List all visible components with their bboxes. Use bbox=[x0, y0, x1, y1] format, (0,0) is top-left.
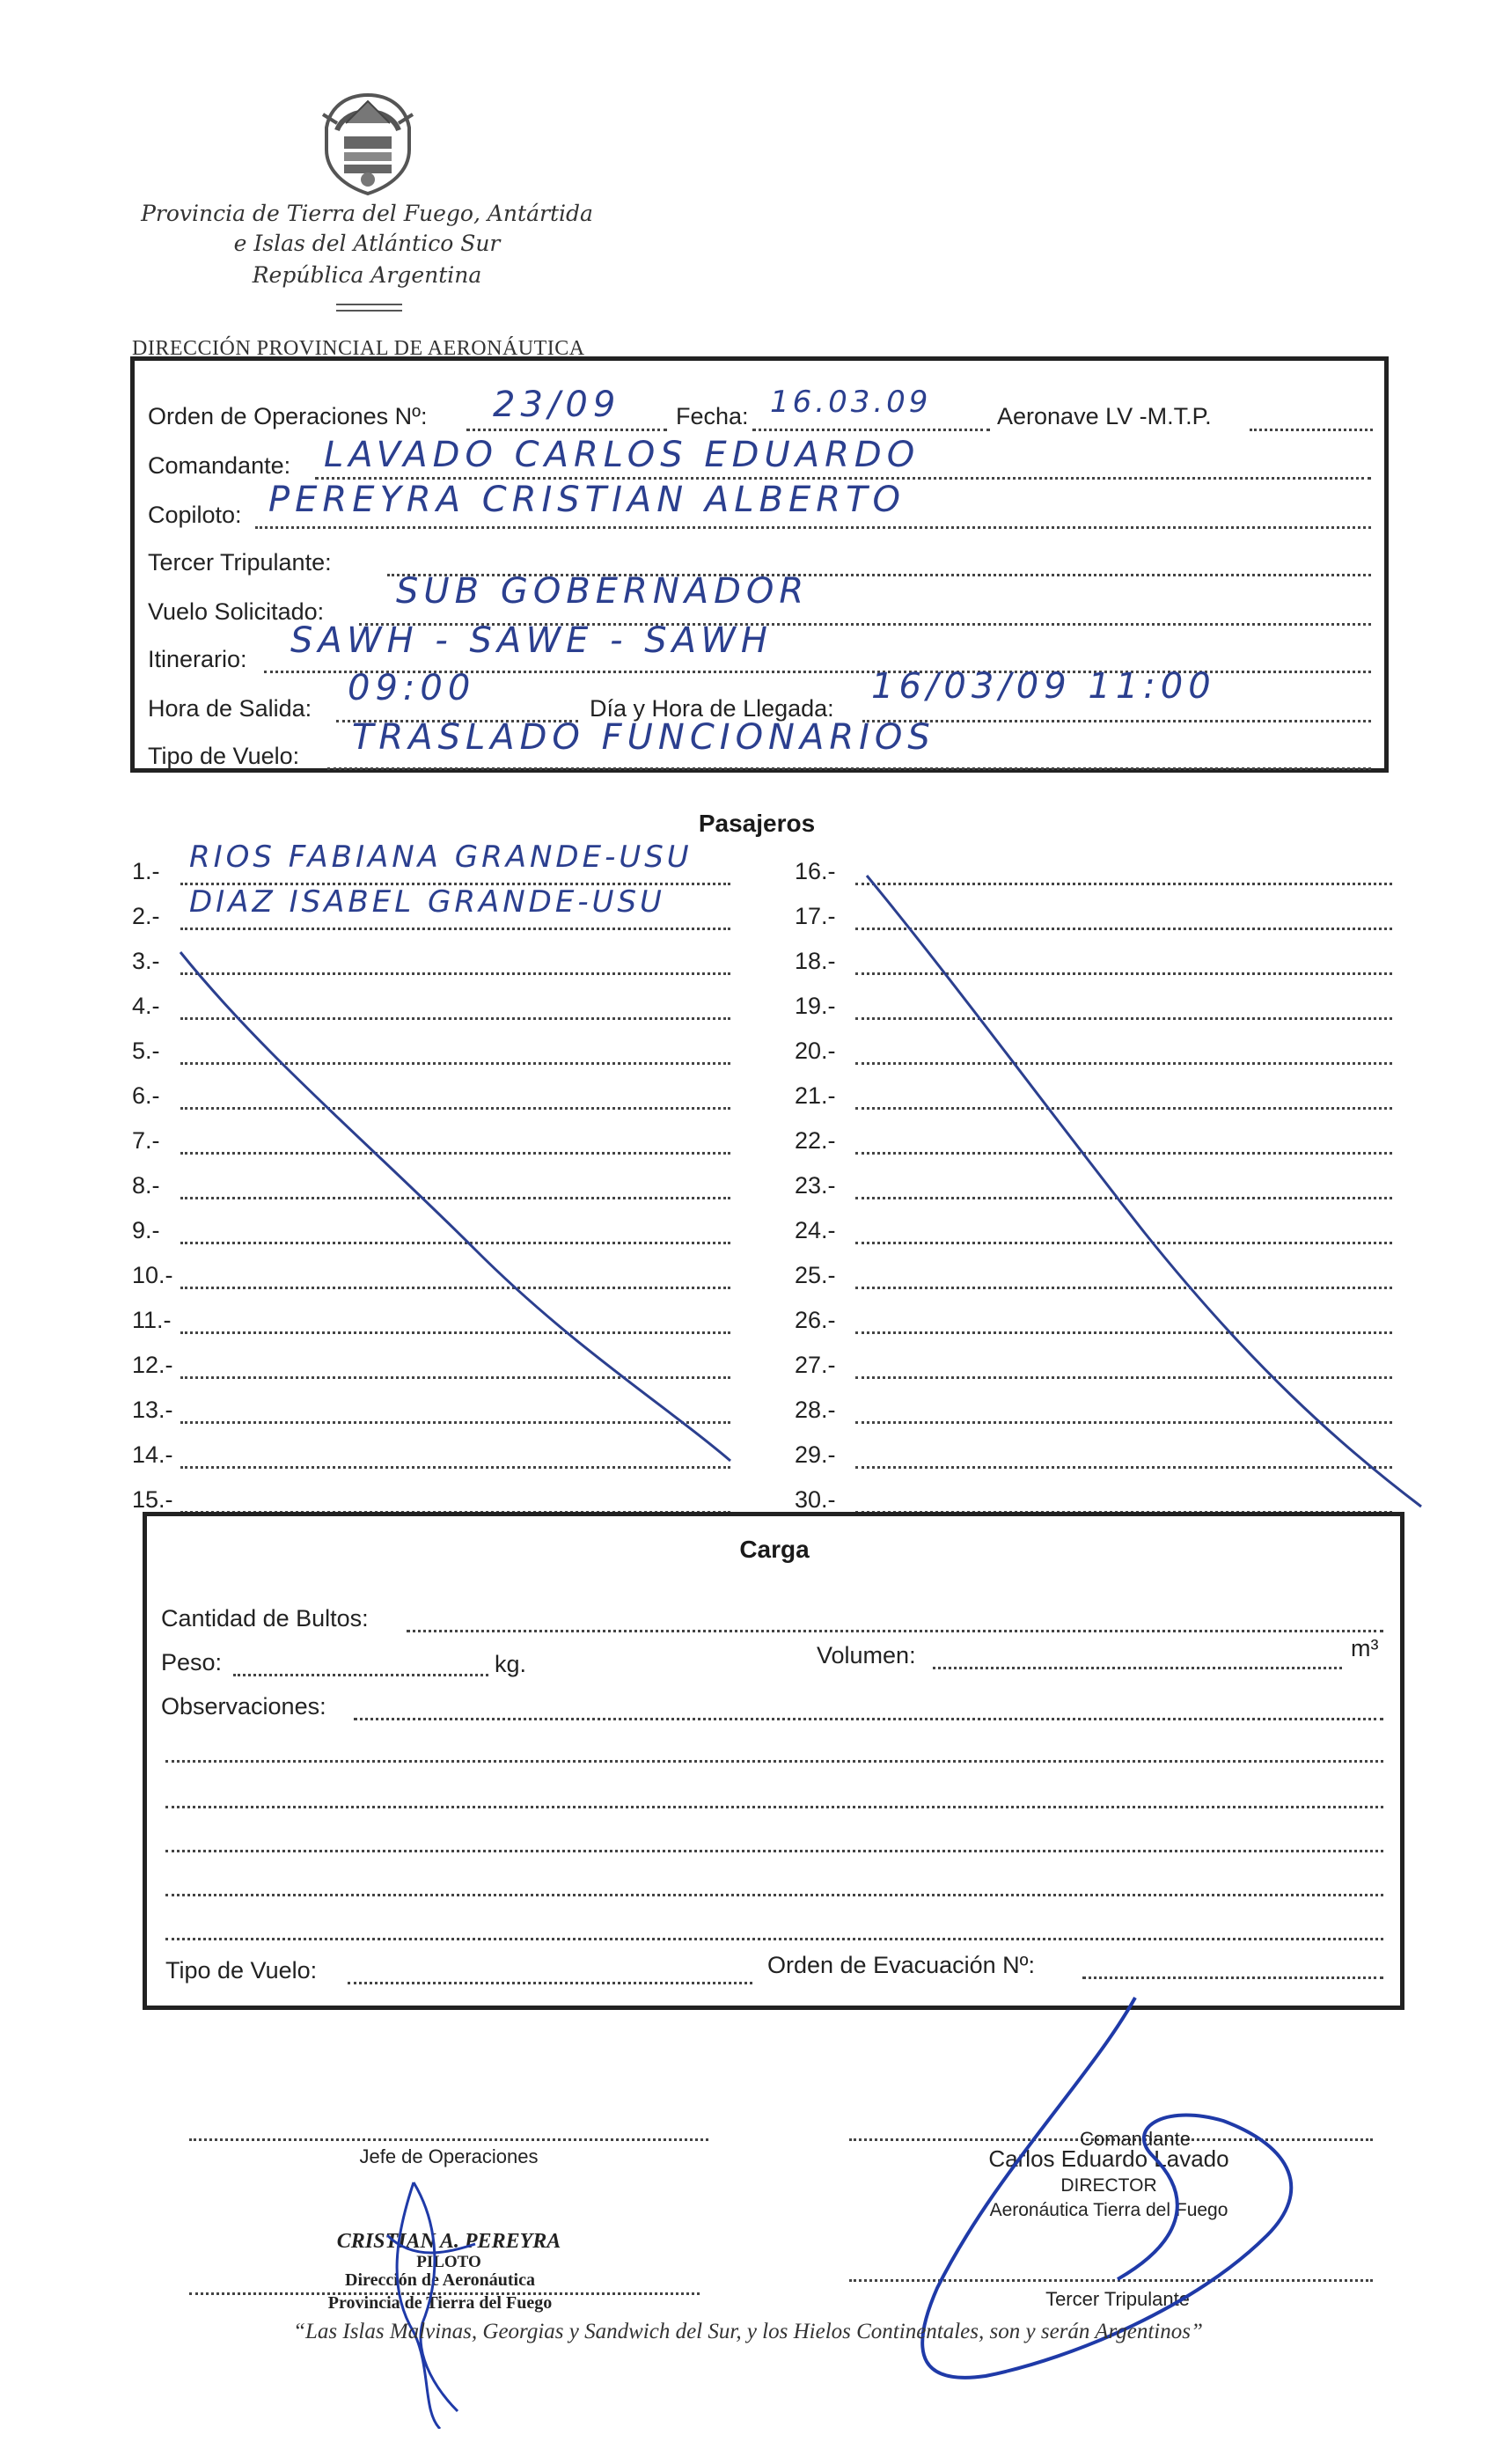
passenger-number: 26.- bbox=[795, 1307, 836, 1333]
passenger-number: 8.- bbox=[132, 1172, 160, 1199]
passenger-number: 21.- bbox=[795, 1082, 836, 1109]
passenger-line[interactable] bbox=[855, 928, 1392, 930]
jefe-signature-line[interactable] bbox=[189, 2138, 708, 2141]
commander-label: Comandante: bbox=[148, 452, 291, 479]
passenger-line[interactable] bbox=[180, 1017, 730, 1020]
cargo-flight-type-label: Tipo de Vuelo: bbox=[165, 1957, 318, 1984]
observations-line-6[interactable] bbox=[165, 1938, 1383, 1940]
stamp-right-name: Carlos Eduardo Lavado bbox=[988, 2145, 1229, 2172]
observations-line-1[interactable] bbox=[354, 1718, 1383, 1720]
departure-value: 09:00 bbox=[348, 668, 476, 708]
passenger-line[interactable] bbox=[855, 1152, 1392, 1155]
passenger-number: 3.- bbox=[132, 948, 160, 974]
passenger-number: 17.- bbox=[795, 903, 836, 929]
passenger-number: 18.- bbox=[795, 948, 836, 974]
passenger-line[interactable] bbox=[180, 1197, 730, 1199]
passenger-line[interactable] bbox=[855, 972, 1392, 975]
passenger-line[interactable] bbox=[855, 1376, 1392, 1379]
tercer-tripulante-label: Tercer Tripulante bbox=[1045, 2288, 1190, 2310]
weight-line[interactable] bbox=[233, 1674, 488, 1676]
passenger-line[interactable] bbox=[180, 1152, 730, 1155]
passenger-number: 5.- bbox=[132, 1038, 160, 1064]
passenger-number: 7.- bbox=[132, 1127, 160, 1154]
footer-motto: “Las Islas Malvinas, Georgias y Sandwich del Sur, y los Hielos Continentales, son y serán Argentinos” bbox=[293, 2320, 1203, 2343]
jefe-operaciones-label: Jefe de Operaciones bbox=[359, 2145, 539, 2167]
passenger-line[interactable] bbox=[855, 883, 1392, 885]
department-title: DIRECCIÓN PROVINCIAL DE AERONÁUTICA bbox=[132, 337, 585, 360]
order-number-line[interactable] bbox=[466, 429, 667, 431]
passenger-number: 28.- bbox=[795, 1397, 836, 1423]
passenger-number: 25.- bbox=[795, 1262, 836, 1288]
province-name-line-2: e Islas del Atlántico Sur bbox=[233, 231, 501, 256]
passenger-number: 10.- bbox=[132, 1262, 173, 1288]
passenger-line[interactable] bbox=[180, 1466, 730, 1469]
passenger-line[interactable] bbox=[180, 1331, 730, 1334]
passenger-number: 11.- bbox=[132, 1307, 172, 1333]
strike-line-left bbox=[180, 952, 730, 1461]
passenger-number: 15.- bbox=[132, 1486, 173, 1513]
passenger-line[interactable] bbox=[855, 1062, 1392, 1065]
itinerary-value: SAWH - SAWE - SAWH bbox=[290, 620, 773, 661]
header-divider bbox=[336, 304, 402, 312]
passenger-line[interactable] bbox=[180, 972, 730, 975]
tercer-signature-line[interactable] bbox=[849, 2279, 1373, 2282]
passenger-line[interactable] bbox=[180, 1376, 730, 1379]
evacuation-order-label: Orden de Evacuación Nº: bbox=[767, 1952, 1036, 1978]
passenger-line[interactable] bbox=[855, 1107, 1392, 1110]
passenger-name: RIOS FABIANA GRANDE-USU bbox=[189, 840, 693, 875]
date-value: 16.03.09 bbox=[770, 385, 932, 420]
passenger-number: 12.- bbox=[132, 1352, 173, 1378]
passenger-line[interactable] bbox=[180, 1421, 730, 1424]
passenger-line[interactable] bbox=[855, 1421, 1392, 1424]
passenger-line[interactable] bbox=[180, 1287, 730, 1289]
stamp-left-name: CRISTIAN A. PEREYRA bbox=[336, 2230, 561, 2253]
packages-count-line[interactable] bbox=[407, 1630, 1383, 1632]
passenger-number: 1.- bbox=[132, 858, 160, 884]
passengers-title: Pasajeros bbox=[698, 810, 816, 837]
date-label: Fecha: bbox=[676, 403, 749, 429]
passenger-line[interactable] bbox=[855, 1242, 1392, 1244]
observations-line-4[interactable] bbox=[165, 1850, 1383, 1852]
passenger-line[interactable] bbox=[180, 928, 730, 930]
passenger-number: 24.- bbox=[795, 1217, 836, 1243]
passenger-number: 30.- bbox=[795, 1486, 836, 1513]
copilot-line[interactable] bbox=[255, 526, 1371, 529]
order-number-label: Orden de Operaciones Nº: bbox=[148, 403, 428, 429]
provincial-coat-of-arms-icon bbox=[311, 88, 425, 198]
passenger-number: 16.- bbox=[795, 858, 836, 884]
aircraft-label: Aeronave LV -M.T.P. bbox=[997, 403, 1212, 429]
passenger-number: 9.- bbox=[132, 1217, 160, 1243]
stamp-left-org-1: Dirección de Aeronáutica bbox=[345, 2270, 535, 2290]
observations-line-2[interactable] bbox=[165, 1760, 1383, 1763]
volume-line[interactable] bbox=[933, 1667, 1342, 1669]
packages-count-label: Cantidad de Bultos: bbox=[161, 1605, 369, 1632]
stamp-right-title: DIRECTOR bbox=[1060, 2175, 1157, 2196]
passenger-line[interactable] bbox=[855, 1466, 1392, 1469]
passenger-number: 29.- bbox=[795, 1441, 836, 1468]
arrival-value: 16/03/09 11:00 bbox=[871, 666, 1216, 707]
commander-value: LAVADO CARLOS EDUARDO bbox=[324, 435, 920, 475]
requested-flight-value: SUB GOBERNADOR bbox=[396, 571, 810, 612]
passenger-line[interactable] bbox=[855, 1331, 1392, 1334]
cargo-flight-type-line[interactable] bbox=[348, 1982, 752, 1984]
passenger-line[interactable] bbox=[855, 1287, 1392, 1289]
flight-type-value: TRASLADO FUNCIONARIOS bbox=[352, 717, 935, 758]
passenger-line[interactable] bbox=[180, 1062, 730, 1065]
flight-type-label: Tipo de Vuelo: bbox=[148, 743, 300, 769]
strike-line-right bbox=[867, 876, 1421, 1507]
weight-label: Peso: bbox=[161, 1649, 223, 1676]
aircraft-line[interactable] bbox=[1250, 429, 1373, 431]
stamp-right-org: Aeronáutica Tierra del Fuego bbox=[989, 2200, 1228, 2220]
passenger-line[interactable] bbox=[180, 1107, 730, 1110]
passenger-number: 19.- bbox=[795, 993, 836, 1019]
departure-label: Hora de Salida: bbox=[148, 695, 312, 722]
passenger-number: 2.- bbox=[132, 903, 160, 929]
passenger-line[interactable] bbox=[855, 1017, 1392, 1020]
stamp-left-title: PILOTO bbox=[416, 2253, 481, 2271]
passenger-number: 23.- bbox=[795, 1172, 836, 1199]
flight-type-line[interactable] bbox=[327, 767, 1371, 770]
order-number-value: 23/09 bbox=[493, 385, 621, 425]
observations-label: Observaciones: bbox=[161, 1693, 326, 1720]
volume-label: Volumen: bbox=[817, 1642, 916, 1668]
weight-unit: kg. bbox=[495, 1651, 527, 1677]
passenger-number: 13.- bbox=[132, 1397, 173, 1423]
itinerary-label: Itinerario: bbox=[148, 646, 247, 672]
evacuation-order-line[interactable] bbox=[1082, 1976, 1383, 1979]
copilot-value: PEREYRA CRISTIAN ALBERTO bbox=[268, 480, 906, 520]
passenger-line[interactable] bbox=[180, 1242, 730, 1244]
passenger-line[interactable] bbox=[855, 1197, 1392, 1199]
passenger-name: DIAZ ISABEL GRANDE-USU bbox=[189, 884, 665, 920]
passenger-number: 22.- bbox=[795, 1127, 836, 1154]
province-name-line-1: Provincia de Tierra del Fuego, Antártida bbox=[141, 201, 593, 226]
passenger-number: 27.- bbox=[795, 1352, 836, 1378]
volume-unit: m³ bbox=[1351, 1635, 1379, 1661]
arrival-label: Día y Hora de Llegada: bbox=[590, 695, 834, 722]
arrival-line[interactable] bbox=[862, 720, 1371, 722]
passenger-number: 14.- bbox=[132, 1441, 173, 1468]
cargo-title: Carga bbox=[739, 1536, 810, 1563]
passenger-number: 6.- bbox=[132, 1082, 160, 1109]
stamp-left-org-2: Provincia de Tierra del Fuego bbox=[327, 2293, 553, 2313]
observations-line-3[interactable] bbox=[165, 1806, 1383, 1808]
copilot-label: Copiloto: bbox=[148, 502, 242, 528]
passenger-number: 20.- bbox=[795, 1038, 836, 1064]
country-name: República Argentina bbox=[252, 262, 482, 288]
date-line[interactable] bbox=[752, 429, 990, 431]
observations-line-5[interactable] bbox=[165, 1894, 1383, 1896]
requested-flight-label: Vuelo Solicitado: bbox=[148, 598, 325, 625]
passenger-number: 4.- bbox=[132, 993, 160, 1019]
comandante-label: Comandante bbox=[1080, 2128, 1191, 2150]
third-crew-label: Tercer Tripulante: bbox=[148, 549, 332, 576]
